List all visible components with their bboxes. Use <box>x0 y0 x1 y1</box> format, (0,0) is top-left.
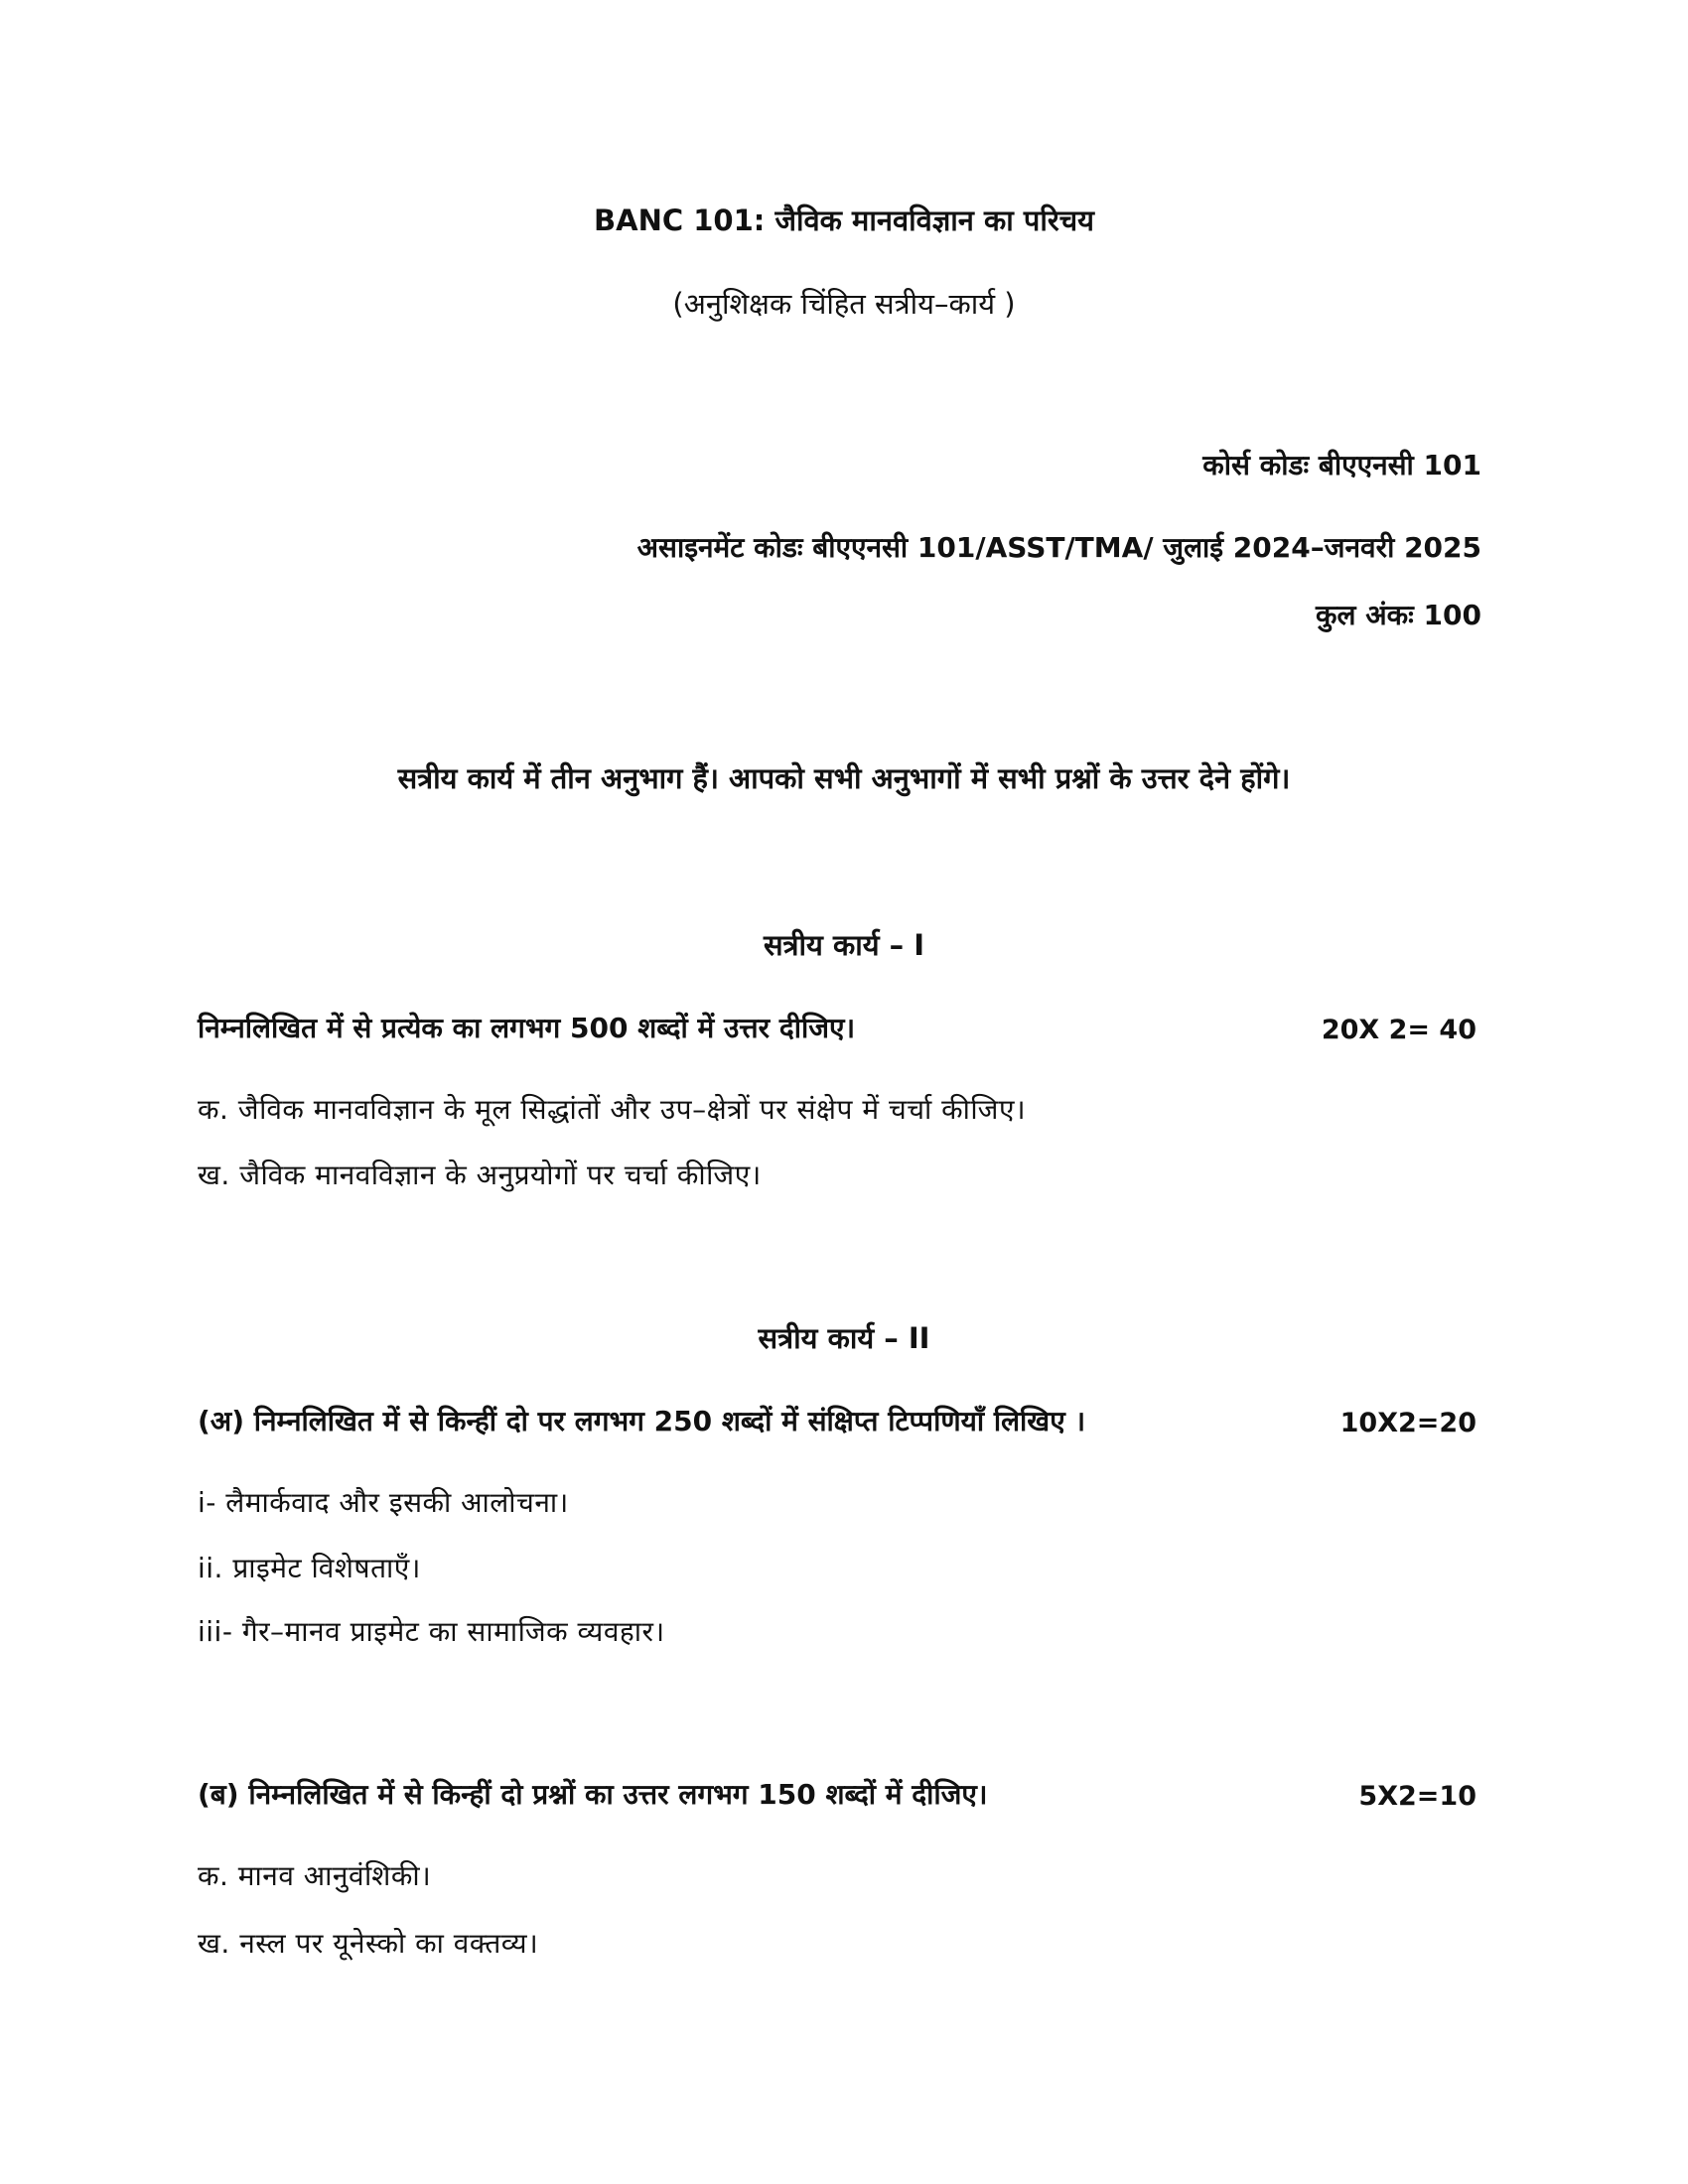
general-instruction: सत्रीय कार्य में तीन अनुभाग हैं। आपको सभी अनुभागों में सभी प्रश्नों के उत्तर देने होंगे। <box>397 761 1291 795</box>
marks-label: 10X2=20 <box>1339 1408 1477 1438</box>
question-item: ख. जैविक मानवविज्ञान के अनुप्रयोगों पर चर्चा कीजिए। <box>198 1159 762 1191</box>
course-code: कोर्स कोडः बीएएनसी 101 <box>1202 449 1481 481</box>
marks-label: 5X2=10 <box>1358 1781 1477 1812</box>
question-item: iii- गैर–मानव प्राइमेट का सामाजिक व्यवहार। <box>198 1615 665 1648</box>
document-subtitle: (अनुशिक्षक चिंहित सत्रीय–कार्य ) <box>672 287 1016 321</box>
question-item: क. मानव आनुवंशिकी। <box>198 1859 432 1892</box>
question-instruction: (अ) निम्नलिखित में से किन्हीं दो पर लगभग 250 शब्दों में संक्षिप्त टिप्पणियाँ लिखिए । <box>198 1405 1086 1437</box>
document-title: BANC 101: जैविक मानवविज्ञान का परिचय <box>594 204 1094 237</box>
question-instruction: (ब) निम्नलिखित में से किन्हीं दो प्रश्नों का उत्तर लगभग 150 शब्दों में दीजिए। <box>198 1778 988 1811</box>
question-item: ख. नस्ल पर यूनेस्को का वक्तव्य। <box>198 1927 539 1960</box>
section-heading: सत्रीय कार्य – I <box>763 928 925 962</box>
section-heading: सत्रीय कार्य – II <box>758 1321 930 1355</box>
assignment-code: असाइनमेंट कोडः बीएएनसी 101/ASST/TMA/ जुलाई 2024–जनवरी 2025 <box>636 531 1481 564</box>
question-item: i- लैमार्कवाद और इसकी आलोचना। <box>198 1486 569 1519</box>
total-marks: कुल अंकः 100 <box>1316 599 1481 631</box>
marks-label: 20X 2= 40 <box>1321 1015 1477 1045</box>
question-item: क. जैविक मानवविज्ञान के मूल सिद्धांतों और उप–क्षेत्रों पर संक्षेप में चर्चा कीजिए। <box>198 1093 1027 1126</box>
question-instruction: निम्नलिखित में से प्रत्येक का लगभग 500 शब्दों में उत्तर दीजिए। <box>198 1012 856 1044</box>
question-item: ii. प्राइमेट विशेषताएँ। <box>198 1552 421 1584</box>
